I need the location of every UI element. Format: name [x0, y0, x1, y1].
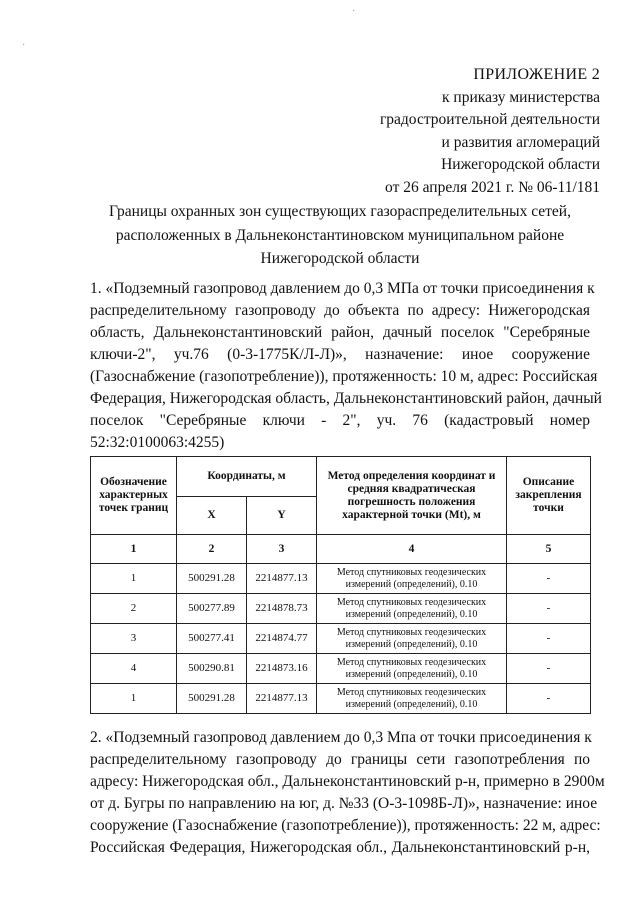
section-1-paragraph: [90, 278, 602, 454]
column-index: 1: [91, 535, 177, 564]
x-cell: 500291.28: [177, 684, 247, 714]
y-cell: 2214877.13: [247, 684, 317, 714]
point-cell: 1: [91, 564, 177, 594]
paragraph-line: 52:32:0100063:4255): [90, 434, 225, 451]
paragraph-line: поселок "Серебряные ключи - 2", уч. 76 (кадастровый номер: [90, 412, 590, 429]
header-line: от 26 апреля 2021 г. № 06-11/181: [385, 178, 600, 196]
paragraph-line: адресу: Нижегородская обл., Дальнеконстантиновский р-н, примерно в 2900м: [90, 773, 605, 790]
paragraph-line: распределительному газопроводу до границы сети газопотребления по: [90, 751, 590, 768]
method-cell: Метод спутниковых геодезических измерений (определений), 0.10: [317, 624, 507, 654]
paragraph-line: Федерация, Нижегородская область, Дальнеконстантиновский район, дачный: [90, 390, 602, 407]
paragraph-line: (Газоснабжение (газопотребление)), протяженность: 10 м, адрес: Российская: [90, 368, 598, 385]
paragraph-line: область, Дальнеконстантиновский район, дачный поселок "Серебряные: [90, 324, 590, 341]
column-index: 4: [317, 535, 507, 564]
title-line: Границы охранных зон существующих газораспределительных сетей,: [109, 203, 571, 220]
point-cell: 4: [91, 654, 177, 684]
header-line: Нижегородской области: [441, 156, 600, 174]
column-index: 3: [247, 535, 317, 564]
table-row: [91, 654, 591, 684]
col-header-coords: Координаты, м: [177, 457, 317, 497]
y-cell: 2214877.13: [247, 564, 317, 594]
header-line: и развития агломераций: [441, 133, 600, 151]
appendix-title: ПРИЛОЖЕНИЕ 2: [473, 66, 600, 83]
method-cell: Метод спутниковых геодезических измерений (определений), 0.10: [317, 654, 507, 684]
x-cell: 500277.41: [177, 624, 247, 654]
point-cell: 3: [91, 624, 177, 654]
table-row: [91, 594, 591, 624]
paragraph-line: ключи-2", уч.76 (0-3-1775К/Л-Л)», назначение: иное сооружение: [90, 346, 590, 363]
description-cell: -: [507, 684, 591, 714]
table-row: [91, 684, 591, 714]
col-header-x: X: [177, 497, 247, 535]
col-header-point: Обозначение характерных точек границ: [91, 457, 177, 535]
scan-mark: ·: [22, 40, 26, 51]
table-row: [91, 624, 591, 654]
y-cell: 2214873.16: [247, 654, 317, 684]
document-title: [60, 200, 620, 271]
table-row: [91, 564, 591, 594]
y-cell: 2214878.73: [247, 594, 317, 624]
header-line: градостроительной деятельности: [379, 111, 600, 129]
paragraph-line: сооружение (Газоснабжение (газопотребление)), протяженность: 22 м, адрес:: [90, 817, 601, 834]
point-cell: 1: [91, 684, 177, 714]
x-cell: 500290.81: [177, 654, 247, 684]
scan-mark: ·: [352, 6, 356, 17]
description-cell: -: [507, 564, 591, 594]
col-header-method: Метод определения координат и средняя квадратическая погрешность положения характерной точки (Mt), м: [317, 457, 507, 535]
point-cell: 2: [91, 594, 177, 624]
boundary-coordinates-table: [90, 456, 591, 714]
paragraph-line: распределительному газопроводу до объекта по адресу: Нижегородская: [90, 302, 590, 319]
column-index-row: [91, 535, 591, 564]
description-cell: -: [507, 654, 591, 684]
col-header-y: Y: [247, 497, 317, 535]
column-index: 2: [177, 535, 247, 564]
column-index: 5: [507, 535, 591, 564]
header-line: к приказу министерства: [442, 88, 600, 106]
appendix-header: [380, 64, 600, 200]
col-header-description: Описание закрепления точки: [507, 457, 591, 535]
x-cell: 500277.89: [177, 594, 247, 624]
y-cell: 2214874.77: [247, 624, 317, 654]
description-cell: -: [507, 624, 591, 654]
method-cell: Метод спутниковых геодезических измерений (определений), 0.10: [317, 564, 507, 594]
paragraph-line: 2. «Подземный газопровод давлением до 0,3 Мпа от точки присоединения к: [90, 729, 592, 746]
title-line: Нижегородской области: [260, 250, 420, 267]
method-cell: Метод спутниковых геодезических измерений (определений), 0.10: [317, 594, 507, 624]
paragraph-line: 1. «Подземный газопровод давлением до 0,3 МПа от точки присоединения к: [90, 280, 595, 297]
title-line: расположенных в Дальнеконстантиновском муниципальном районе: [115, 226, 565, 244]
paragraph-line: Российская Федерация, Нижегородская обл., Дальнеконстантиновский р-н,: [90, 839, 590, 856]
section-2-paragraph: [90, 727, 605, 859]
x-cell: 500291.28: [177, 564, 247, 594]
method-cell: Метод спутниковых геодезических измерений (определений), 0.10: [317, 684, 507, 714]
paragraph-line: от д. Бугры по направлению на юг, д. №33 (О-3-1098Б-Л)», назначение: иное: [90, 795, 598, 812]
description-cell: -: [507, 594, 591, 624]
